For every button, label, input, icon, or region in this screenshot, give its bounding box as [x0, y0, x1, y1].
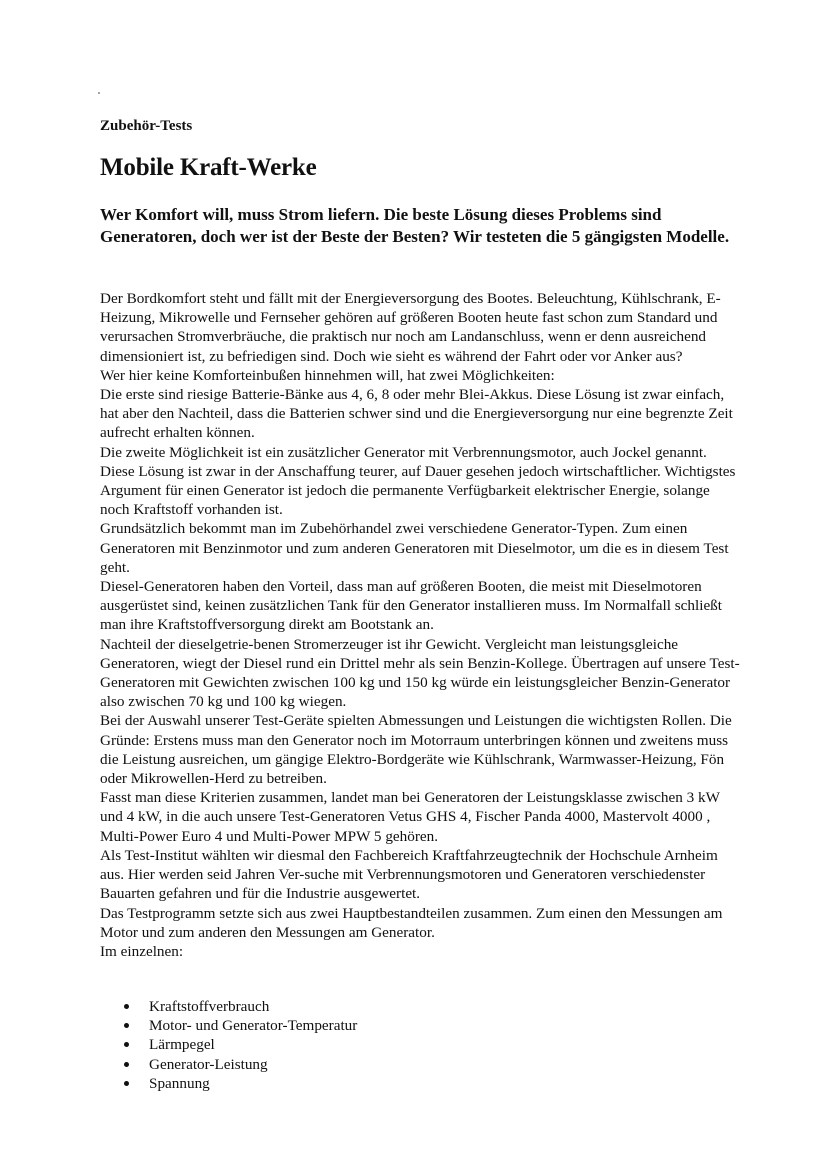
body-paragraph: Fasst man diese Kriterien zusammen, landet man bei Generatoren der Leistungsklasse zwischen 3 kW und 4 kW, in die auch unsere Test-Generatoren Vetus GHS 4, Fischer Panda 4000, Mastervolt 4000 , Multi-Power Euro 4 und Multi-Power MPW 5 gehören. — [100, 789, 720, 845]
stray-mark — [98, 92, 100, 94]
body-paragraph: Das Testprogramm setzte sich aus zwei Hauptbestandteilen zusammen. Zum einen den Messungen am Motor und zum anderen den Messungen am Generator. — [100, 904, 723, 941]
body-paragraph: Die zweite Möglichkeit ist ein zusätzlicher Generator mit Verbrennungsmotor, auch Jockel genannt. Diese Lösung ist zwar in der Anschaffung teurer, auf Dauer gesehen jedoch wirtschaftlicher. Wichtigstes Argument für einen Generator ist jedoch die permanente Verfügbarkeit elektrischer Energie, solange noch Kraftstoff vorhanden ist. — [100, 443, 736, 519]
bullet-icon — [124, 1081, 129, 1086]
list-item — [100, 1074, 357, 1093]
list-item — [100, 997, 357, 1016]
bullet-icon — [124, 1042, 129, 1047]
list-item — [100, 1035, 357, 1054]
body-paragraph: Bei der Auswahl unserer Test-Geräte spielten Abmessungen und Leistungen die wichtigsten Rollen. Die Gründe: Erstens muss man den Generator noch im Motorraum unterbringen können und zweitens muss die Leistung ausreichen, um gängige Elektro-Bordgeräte wie Kühlschrank, Warmwasser-Heizung, Fön oder Mikrowellen-Herd zu betreiben. — [100, 712, 732, 788]
list-item-label: Motor- und Generator-Temperatur — [149, 1017, 358, 1035]
body-paragraph: Im einzelnen: — [100, 942, 184, 960]
list-item — [100, 1055, 357, 1074]
body-paragraph: Grundsätzlich bekommt man im Zubehörhandel zwei verschiedene Generator-Typen. Zum einen Generatoren mit Benzinmotor und zum anderen Generatoren mit Dieselmotor, um die es in diesem Test geht. — [100, 520, 729, 576]
list-item-label: Spannung — [149, 1074, 210, 1092]
bullet-icon — [124, 1062, 129, 1067]
list-item-label: Kraftstoffverbrauch — [149, 998, 270, 1015]
article-title: Mobile Kraft-Werke — [100, 154, 317, 181]
article-body — [100, 289, 740, 961]
body-paragraph: Diesel-Generatoren haben den Vorteil, dass man auf größeren Booten, die meist mit Dieselmotoren ausgerüstet sind, keinen zusätzlichen Tank für den Generator installieren muss. Im Normalfall schließt man ihre Kraftstoffversorgung direkt am Bootstank an. — [100, 578, 722, 634]
article-lead: Wer Komfort will, muss Strom liefern. Die beste Lösung dieses Problems sind Generatoren, doch wer ist der Beste der Besten? Wir testeten die 5 gängigsten Modelle. — [100, 205, 730, 246]
bullet-icon — [124, 1023, 129, 1028]
body-paragraph: Die erste sind riesige Batterie-Bänke aus 4, 6, 8 oder mehr Blei-Akkus. Diese Lösung ist zwar einfach, hat aber den Nachteil, dass die Batterien schwer sind und die Energieversorgung nur eine begrenzte Zeit aufrecht erhalten können. — [100, 386, 733, 442]
measurement-list — [100, 997, 357, 1093]
bullet-icon — [124, 1004, 129, 1009]
section-kicker: Zubehör-Tests — [100, 118, 193, 134]
body-paragraph: Nachteil der dieselgetrie-benen Stromerzeuger ist ihr Gewicht. Vergleicht man leistungsgleiche Generatoren, wiegt der Diesel rund ein Drittel mehr als sein Benzin-Kollege. Übertragen auf unsere Test-Generatoren mit Gewichten zwischen 100 kg und 150 kg würde ein leistungsgleicher Benzin-Generator also zwischen 70 kg und 100 kg wiegen. — [100, 635, 740, 711]
list-item-label: Lärmpegel — [149, 1036, 215, 1054]
body-paragraph: Wer hier keine Komforteinbußen hinnehmen will, hat zwei Möglichkeiten: — [100, 366, 555, 384]
body-paragraph: Als Test-Institut wählten wir diesmal den Fachbereich Kraftfahrzeugtechnik der Hochschule Arnheim aus. Hier werden seid Jahren Ver-suche mit Verbrennungsmotoren und Generatoren verschiedenster Bauarten gefahren und für die Industrie ausgewertet. — [100, 846, 718, 903]
list-item-label: Generator-Leistung — [149, 1055, 268, 1073]
list-item — [100, 1016, 357, 1035]
body-paragraph: Der Bordkomfort steht und fällt mit der Energieversorgung des Bootes. Beleuchtung, Kühlschrank, E-Heizung, Mikrowelle und Fernseher gehören auf größeren Booten heute fast schon zum Standard und verursachen Stromverbräuche, die praktisch nur noch am Landanschluss, wenn er denn ausreichend dimensioniert ist, zu befriedigen sind. Doch wie sieht es während der Fahrt oder vor Anker aus? — [100, 290, 721, 365]
